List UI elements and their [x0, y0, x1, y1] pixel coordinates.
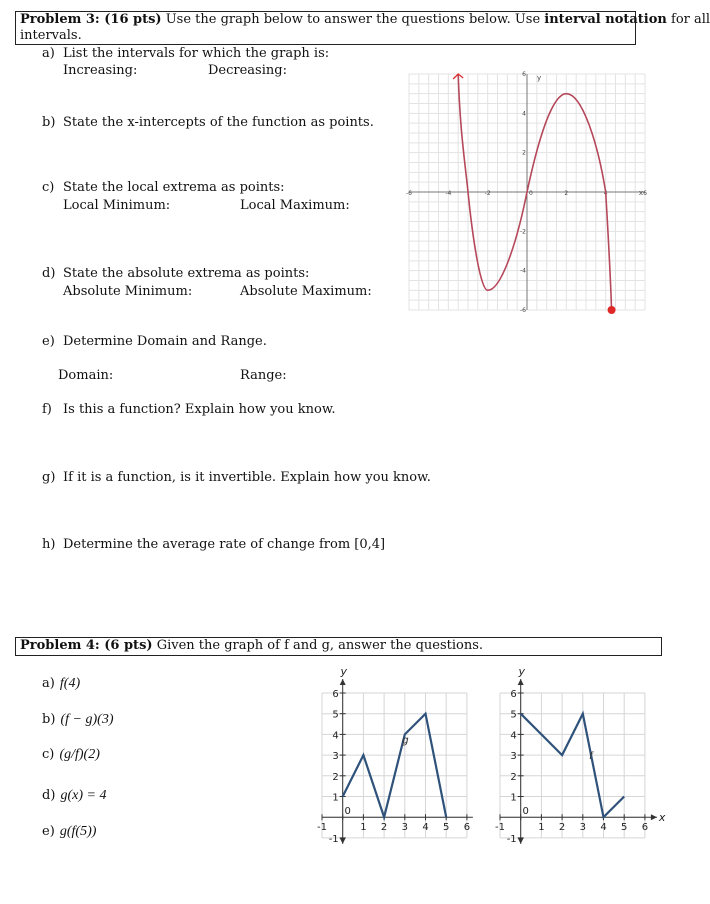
y-tick-label: 2: [510, 771, 517, 783]
domain-label: Domain:: [58, 368, 114, 383]
p4-item-c: [42, 743, 100, 763]
q3c-label: c): [42, 180, 55, 195]
x-tick-label: 1: [538, 822, 545, 834]
x-tick-label: 6: [643, 190, 647, 197]
p4-item-expr: f(4): [59, 676, 81, 691]
y-tick-label: 6: [332, 689, 339, 700]
x-tick-label: 3: [579, 822, 586, 834]
p4-item-label: c): [42, 747, 55, 762]
x-tick-label: 6: [463, 822, 471, 834]
y-tick-label: -6: [520, 307, 526, 314]
q3b-text: State the x-intercepts of the function as points.: [63, 115, 374, 130]
x-tick-label: 4: [603, 190, 608, 197]
p4-item-expr: (g/f)(2): [59, 747, 100, 762]
y-axis-label: y: [340, 665, 347, 678]
p4-item-expr: g(x) = 4: [60, 788, 107, 803]
x-tick-label: 6: [641, 822, 649, 834]
p4-item-label: d): [42, 788, 56, 803]
p4-item-expr: g(f(5)): [59, 824, 97, 839]
q3e-text: Determine Domain and Range.: [63, 334, 267, 349]
y-axis-label: y: [518, 665, 525, 678]
abs-min-label: Absolute Minimum:: [63, 284, 193, 299]
p4-item-d: [42, 784, 107, 804]
x-tick-label: 2: [564, 190, 569, 197]
y-tick-label: 2: [522, 149, 526, 157]
x-tick-label: -2: [484, 190, 491, 197]
y-tick-label: 4: [522, 110, 526, 118]
decreasing-label: Decreasing:: [208, 63, 287, 78]
q3d-text: State the absolute extrema as points:: [63, 266, 310, 281]
x-tick-label: 1: [360, 822, 367, 834]
x-tick-label: 2: [380, 822, 388, 834]
x-tick-label: 0: [344, 806, 351, 818]
problem3-graph: [405, 70, 650, 318]
x-tick-label: 4: [422, 822, 429, 834]
problem3-intro-b: for all: [671, 12, 710, 27]
y-tick-label: 5: [510, 709, 517, 721]
problem3-intro-bold: interval notation: [544, 12, 667, 27]
y-tick-label: 5: [332, 709, 339, 721]
p4-item-a: [42, 672, 80, 692]
problem4-label: Problem 4: (6 pts): [20, 638, 153, 653]
x-tick-label: 0: [529, 190, 533, 197]
range-label: Range:: [240, 368, 287, 383]
p4-item-b: [42, 708, 114, 728]
problem4-intro: Given the graph of f and g, answer the questions.: [156, 638, 484, 653]
series-line-f: [521, 714, 625, 818]
q3c-text: State the local extrema as points:: [63, 180, 285, 195]
x-tick-label: 5: [443, 822, 450, 834]
x-tick-label: 3: [401, 822, 408, 834]
local-min-label: Local Minimum:: [63, 198, 171, 213]
problem4-header: [20, 638, 483, 653]
g-graph: [300, 665, 480, 860]
q3b-label: b): [42, 115, 56, 130]
x-axis-label: x: [658, 811, 666, 825]
problem3-intro-a: Use the graph below to answer the questions below. Use: [165, 12, 541, 27]
x-axis-arrow: [651, 814, 657, 820]
q3g-text: If it is a function, is it invertible. Explain how you know.: [63, 470, 431, 485]
q3f-text: Is this a function? Explain how you know.: [63, 402, 336, 417]
y-tick-label: 3: [510, 751, 517, 763]
y-tick-label: 4: [332, 730, 339, 742]
p4-item-label: b): [42, 712, 56, 727]
y-axis-label: y: [537, 74, 542, 82]
problem3-label: Problem 3: (16 pts): [20, 12, 162, 27]
series-label-g: g: [401, 733, 409, 747]
problem3-header: [20, 12, 710, 27]
x-tick-label: -4: [445, 190, 452, 197]
x-tick-label: 5: [621, 822, 628, 834]
y-tick-label: -1: [506, 833, 517, 845]
local-max-label: Local Maximum:: [240, 198, 350, 213]
q3e-label: e): [42, 334, 55, 349]
p4-item-label: e): [42, 824, 55, 839]
p4-item-e: [42, 820, 96, 840]
y-tick-label: -4: [520, 267, 526, 275]
abs-max-label: Absolute Maximum:: [240, 284, 372, 299]
problem3-intro-c: intervals.: [20, 28, 82, 43]
x-tick-label: 2: [558, 822, 566, 834]
y-tick-label: 2: [332, 771, 339, 783]
y-tick-label: 1: [332, 792, 339, 804]
p4-item-label: a): [42, 676, 55, 691]
y-tick-label: -1: [328, 833, 339, 845]
y-tick-label: 6: [510, 689, 517, 700]
x-tick-label: -1: [317, 822, 327, 834]
y-axis-arrow: [340, 679, 346, 685]
series-label-f: f: [589, 751, 593, 763]
q3f-label: f): [42, 402, 52, 417]
x-tick-label: -1: [495, 822, 505, 834]
series-line-g: [343, 714, 447, 818]
x-tick-label: 4: [600, 822, 607, 834]
y-axis-arrow: [518, 679, 524, 685]
q3g-label: g): [42, 470, 56, 485]
f-graph: [478, 665, 668, 860]
y-tick-label: 1: [510, 792, 517, 804]
y-tick-label: -2: [520, 228, 526, 236]
q3a-label: a): [42, 46, 55, 61]
y-tick-label: 4: [510, 730, 517, 742]
x-axis-label: x: [638, 189, 643, 197]
q3h-label: h): [42, 537, 56, 552]
y-axis-arrow-down: [340, 838, 346, 844]
y-tick-label: 3: [332, 751, 339, 763]
q3d-label: d): [42, 266, 56, 281]
x-tick-label: 0: [522, 806, 529, 818]
p4-item-expr: (f − g)(3): [60, 712, 114, 727]
q3a-text: List the intervals for which the graph is:: [63, 46, 330, 61]
x-tick-label: -6: [406, 190, 412, 197]
y-axis-arrow-down: [518, 838, 524, 844]
q3h-text: Determine the average rate of change from [0,4]: [63, 537, 386, 552]
y-tick-label: 6: [522, 71, 526, 78]
increasing-label: Increasing:: [63, 63, 138, 78]
right-end-closed-dot: [608, 306, 616, 314]
